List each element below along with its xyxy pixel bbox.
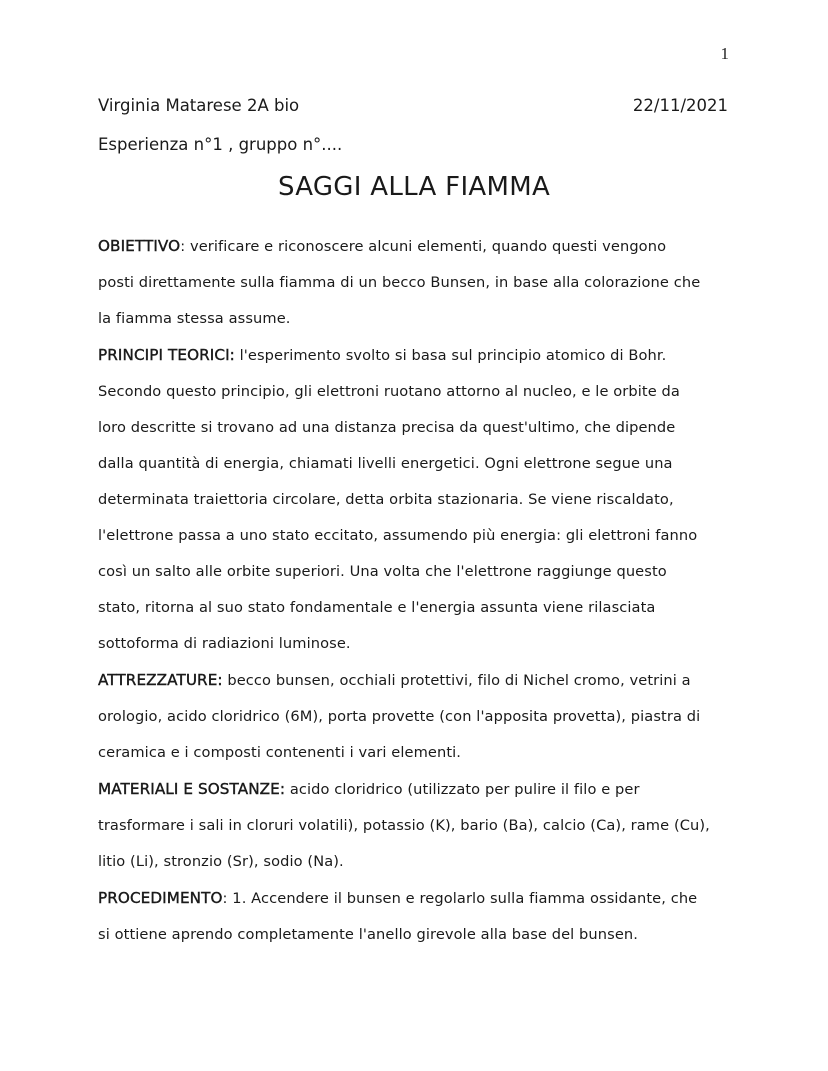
text-line: Secondo questo principio, gli elettroni ruotano attorno al nucleo, e le orbite da — [98, 383, 680, 400]
text-run: l'esperimento svolto si basa sul principio atomico di Bohr. — [234, 347, 667, 364]
text-line: trasformare i sali in cloruri volatili), potassio (K), bario (Ba), calcio (Ca), rame (Cu), — [98, 817, 710, 834]
section-label-procedimento: PROCEDIMENTO — [98, 889, 223, 907]
text-run: becco bunsen, occhiali protettivi, filo di Nichel cromo, vetrini a — [222, 672, 691, 689]
text-line: sottoforma di radiazioni luminose. — [98, 635, 351, 652]
section-label-principi: PRINCIPI TEORICI: — [98, 346, 235, 364]
section-label-attrezzature: ATTREZZATURE: — [98, 671, 223, 689]
text-line: stato, ritorna al suo stato fondamentale e l'energia assunta viene rilasciata — [98, 599, 656, 616]
experience-info: Esperienza n°1 , gruppo n°.... — [98, 135, 343, 154]
text-line: litio (Li), stronzio (Sr), sodio (Na). — [98, 853, 344, 870]
section-label-materiali: MATERIALI E SOSTANZE: — [98, 780, 286, 798]
text-line — [98, 228, 730, 265]
document-header — [98, 96, 728, 115]
author-name: Virginia Matarese 2A bio — [98, 96, 300, 115]
text-line — [98, 771, 730, 808]
text-line: loro descritte si trovano ad una distanza precisa da quest'ultimo, che dipende — [98, 419, 676, 436]
document-body — [98, 228, 730, 953]
text-run: acido cloridrico (utilizzato per pulire il filo e per — [285, 781, 640, 798]
text-run: : verificare e riconoscere alcuni elementi, quando questi vengono — [180, 238, 667, 255]
section-principi-teorici — [98, 337, 730, 662]
text-line: si ottiene aprendo completamente l'anello girevole alla base del bunsen. — [98, 926, 638, 943]
text-line: dalla quantità di energia, chiamati livelli energetici. Ogni elettrone segue una — [98, 455, 673, 472]
text-line: ceramica e i composti contenenti i vari elementi. — [98, 744, 462, 761]
text-line — [98, 662, 730, 699]
section-materiali — [98, 771, 730, 880]
text-run: : 1. Accendere il bunsen e regolarlo sulla fiamma ossidante, che — [222, 890, 698, 907]
text-line — [98, 337, 730, 374]
text-line: la fiamma stessa assume. — [98, 310, 291, 327]
text-line: orologio, acido cloridrico (6M), porta provette (con l'apposita provetta), piastra di — [98, 708, 701, 725]
text-line — [98, 880, 730, 917]
section-label-obiettivo: OBIETTIVO — [98, 237, 181, 255]
text-line: l'elettrone passa a uno stato eccitato, assumendo più energia: gli elettroni fanno — [98, 527, 698, 544]
document-date: 22/11/2021 — [632, 96, 728, 115]
page-number: 1 — [720, 44, 729, 63]
text-line: così un salto alle orbite superiori. Una volta che l'elettrone raggiunge questo — [98, 563, 667, 580]
text-line: posti direttamente sulla fiamma di un becco Bunsen, in base alla colorazione che — [98, 274, 701, 291]
document-title: SAGGI ALLA FIAMMA — [277, 172, 551, 202]
section-procedimento — [98, 880, 730, 953]
text-line: determinata traiettoria circolare, detta orbita stazionaria. Se viene riscaldato, — [98, 491, 674, 508]
section-attrezzature — [98, 662, 730, 771]
section-obiettivo — [98, 228, 730, 337]
